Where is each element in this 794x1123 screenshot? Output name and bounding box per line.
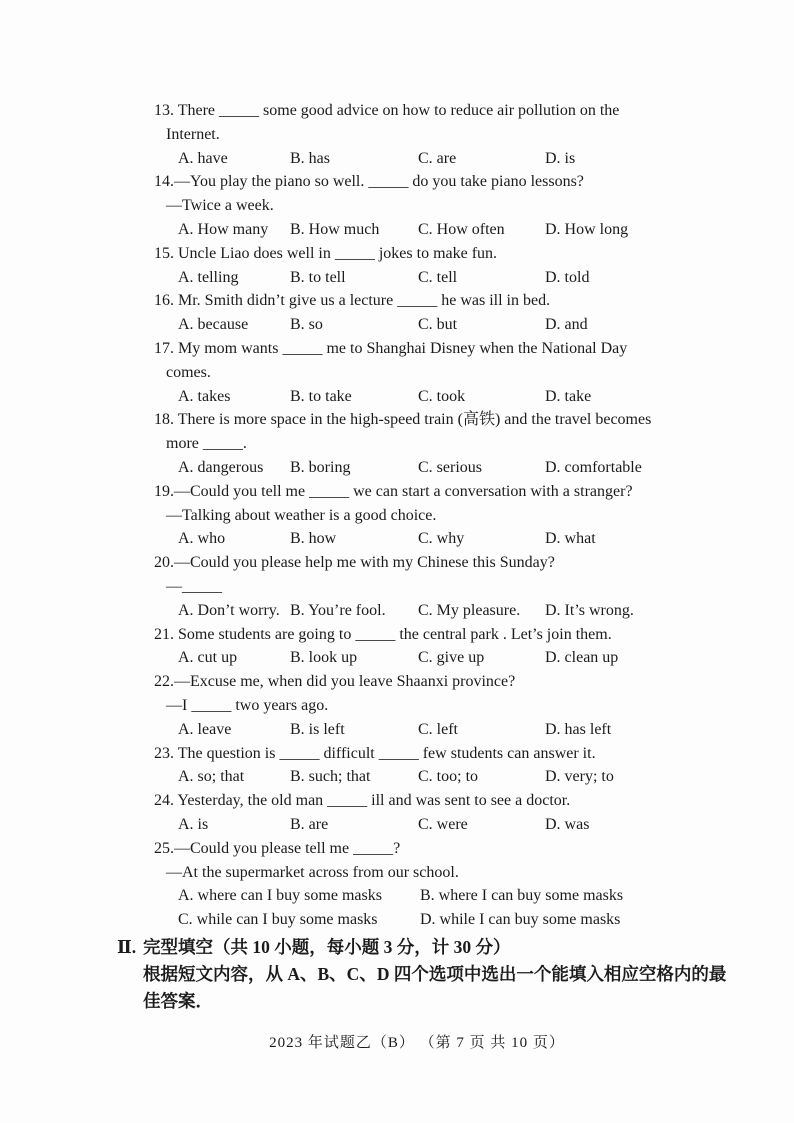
question-text: Some students are going to _____ the central park . Let’s join them. [174, 625, 612, 643]
question-text: —Could you please help me with my Chinese this Sunday? [174, 554, 555, 572]
option-a: A. so; that [178, 768, 245, 786]
question-line [0, 742, 794, 766]
option-d: D. take [545, 387, 592, 405]
question-number: 18. [154, 411, 174, 429]
option-b: B. boring [290, 458, 351, 476]
option-b: B. has [290, 149, 330, 167]
question-continuation: more _____. [166, 435, 247, 453]
question-text: Yesterday, the old man _____ ill and was sent to see a doctor. [174, 792, 571, 810]
option-c: C. How often [418, 220, 505, 238]
option-a: A. takes [178, 387, 231, 405]
question-number: 20. [154, 554, 174, 572]
options-row [0, 147, 794, 171]
option-d: D. How long [545, 220, 629, 238]
option-d: D. It’s wrong. [545, 601, 634, 619]
options-row [0, 718, 794, 742]
option-c: C. why [418, 530, 465, 548]
section-instruction: 佳答案． [143, 990, 213, 1011]
question-line [0, 551, 794, 575]
option-d: D. told [545, 268, 590, 286]
question-line [0, 337, 794, 361]
question-item [0, 99, 794, 170]
question-text: —Could you please tell me _____? [174, 839, 401, 857]
question-item [0, 170, 794, 241]
option-c: C. tell [418, 268, 458, 286]
question-continuation: comes. [166, 363, 211, 381]
question-continuation: —I _____ two years ago. [166, 696, 329, 714]
question-continuation: Internet. [166, 125, 220, 143]
option-d: D. very; to [545, 768, 614, 786]
question-line [0, 242, 794, 266]
question-number: 21. [154, 625, 174, 643]
question-list [0, 99, 794, 1015]
question-text: —You play the piano so well. _____ do you take piano lessons? [174, 173, 584, 191]
question-item [0, 289, 794, 337]
options-row [0, 908, 794, 932]
section-heading-block [0, 934, 794, 1015]
option-c: C. My pleasure. [418, 601, 521, 619]
question-number: 13. [154, 102, 174, 119]
options-row [0, 313, 794, 337]
option-c: C. serious [418, 458, 482, 476]
option-c: C. took [418, 387, 466, 405]
option-c: C. while can I buy some masks [178, 911, 378, 929]
options-row [0, 266, 794, 290]
question-line [0, 289, 794, 313]
question-item [0, 742, 794, 790]
question-text: —Excuse me, when did you leave Shaanxi province? [174, 673, 516, 691]
option-a: A. leave [178, 720, 232, 738]
option-b: B. You’re fool. [290, 601, 386, 619]
section-marker: Ⅱ. [117, 936, 137, 957]
question-line [0, 623, 794, 647]
option-a: A. cut up [178, 649, 238, 667]
question-text: My mom wants _____ me to Shanghai Disney when the National Day [174, 339, 628, 357]
question-number: 15. [154, 244, 174, 262]
option-c: C. give up [418, 649, 485, 667]
question-number: 19. [154, 482, 174, 500]
question-line [0, 170, 794, 194]
options-row [0, 456, 794, 480]
option-c: C. too; to [418, 768, 479, 786]
question-item [0, 242, 794, 290]
question-text: Uncle Liao does well in _____ jokes to make fun. [174, 244, 498, 262]
question-number: 16. [154, 292, 174, 310]
question-item [0, 408, 794, 479]
option-a: A. who [178, 530, 226, 548]
question-continuation: —Talking about weather is a good choice. [166, 506, 437, 524]
question-number: 23. [154, 744, 174, 762]
question-item [0, 623, 794, 671]
option-d: D. and [545, 316, 588, 334]
option-b: B. is left [290, 720, 345, 738]
question-text: There is more space in the high-speed train (高铁) and the travel becomes [174, 411, 652, 429]
option-b: B. are [290, 815, 329, 833]
options-row [0, 599, 794, 623]
question-line [0, 789, 794, 813]
options-row [0, 385, 794, 409]
question-line [0, 837, 794, 861]
question-item [0, 837, 794, 932]
question-item [0, 789, 794, 837]
option-a: A. where can I buy some masks [178, 887, 382, 905]
option-a: A. because [178, 316, 249, 334]
section-instruction: 根据短文内容，从 A、B、C、D 四个选项中选出一个能填入相应空格内的最 [143, 963, 727, 984]
question-item [0, 480, 794, 551]
options-row [0, 527, 794, 551]
option-b: B. where I can buy some masks [420, 887, 624, 905]
option-d: D. has left [545, 720, 612, 738]
option-c: C. were [418, 815, 468, 833]
option-c: C. left [418, 720, 458, 738]
option-d: D. was [545, 815, 590, 833]
question-text: —Could you tell me _____ we can start a conversation with a stranger? [174, 482, 633, 500]
option-d: D. while I can buy some masks [420, 911, 621, 929]
option-a: A. have [178, 149, 228, 167]
question-number: 14. [154, 173, 174, 191]
question-line [0, 99, 794, 123]
question-continuation: —Twice a week. [166, 197, 274, 215]
option-c: C. but [418, 316, 458, 334]
page-footer: 2023 年试题乙（B） （第 7 页 共 10 页） [269, 1035, 565, 1051]
section-heading [0, 934, 794, 961]
option-a: A. is [178, 815, 209, 833]
question-continuation: —_____ [166, 577, 222, 595]
question-continuation: —At the supermarket across from our school. [166, 863, 459, 881]
option-a: A. telling [178, 268, 239, 286]
option-d: D. comfortable [545, 458, 642, 476]
option-a: A. dangerous [178, 458, 264, 476]
question-number: 25. [154, 839, 174, 857]
question-text: The question is _____ difficult _____ few students can answer it. [174, 744, 596, 762]
options-row [0, 646, 794, 670]
option-b: B. to tell [290, 268, 346, 286]
option-d: D. what [545, 530, 596, 548]
question-line [0, 480, 794, 504]
question-line [0, 408, 794, 432]
option-a: A. How many [178, 220, 269, 238]
question-number: 24. [154, 792, 174, 810]
option-b: B. to take [290, 387, 352, 405]
question-text: Mr. Smith didn’t give us a lecture _____ he was ill in bed. [174, 292, 551, 310]
question-number: 22. [154, 673, 174, 691]
option-b: B. look up [290, 649, 358, 667]
section-title: 完型填空（共 10 小题，每小题 3 分，计 30 分） [143, 936, 511, 957]
option-b: B. How much [290, 220, 380, 238]
option-b: B. such; that [290, 768, 371, 786]
question-item [0, 551, 794, 622]
options-row [0, 765, 794, 789]
option-b: B. how [290, 530, 337, 548]
option-d: D. clean up [545, 649, 619, 667]
options-row [0, 813, 794, 837]
option-c: C. are [418, 149, 457, 167]
question-item [0, 337, 794, 408]
option-a: A. Don’t worry. [178, 601, 280, 619]
options-row [0, 218, 794, 242]
question-number: 17. [154, 339, 174, 357]
option-d: D. is [545, 149, 576, 167]
question-item [0, 670, 794, 741]
option-b: B. so [290, 316, 323, 334]
question-text: There _____ some good advice on how to reduce air pollution on the [174, 102, 620, 119]
options-row [0, 884, 794, 908]
question-line [0, 670, 794, 694]
